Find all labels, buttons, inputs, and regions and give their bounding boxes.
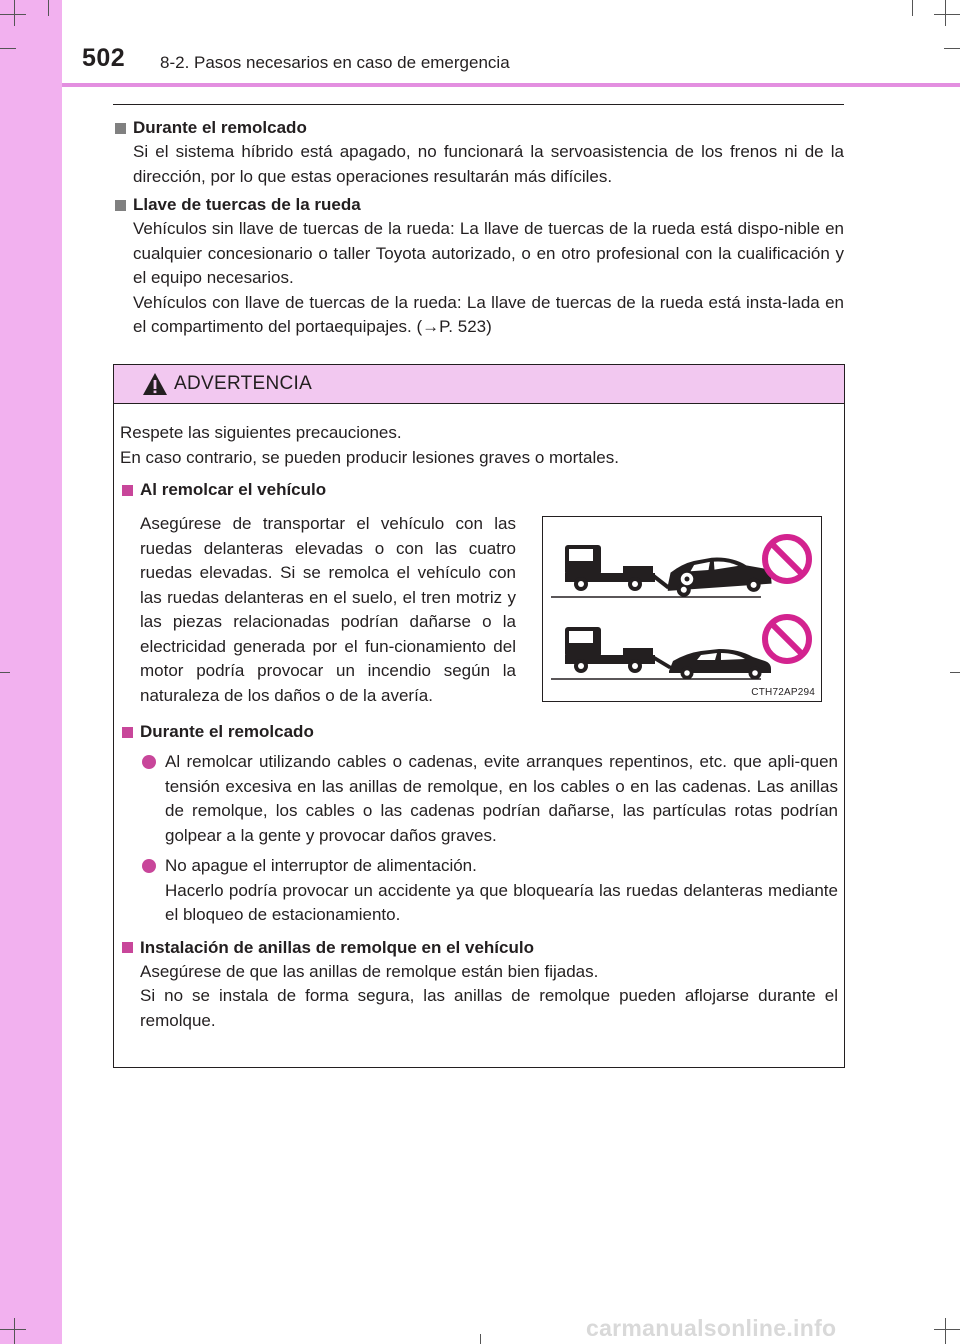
paragraph-text: Vehículos con llave de tuercas de la rueda: La llave de tuercas de la rueda está insta-lada en el compartimento del portaequipajes. (→P. 523)	[133, 292, 844, 336]
towing-illustration	[542, 516, 822, 702]
circle-bullet-icon	[142, 859, 156, 873]
section-heading	[113, 193, 844, 217]
towing-text: Asegúrese de transportar el vehículo con las ruedas delanteras elevadas o con las cuatro ruedas elevadas. Si se remolca el vehículo con las ruedas delanteras en el suelo, el tren motriz y las piezas relacionadas podrían dañarse o la electricidad generada por el fun-cionamiento del motor podría provocar un incendio según la naturaleza de los daños o de la avería.	[140, 514, 516, 705]
bullet-text	[165, 750, 838, 848]
gear-mark	[680, 572, 694, 586]
prohibition-icon	[765, 617, 809, 661]
bullet-text	[165, 854, 838, 928]
install-paragraph	[140, 960, 838, 1034]
crop-mark	[48, 0, 49, 16]
warning-triangle-icon	[142, 372, 168, 396]
tow-truck-top	[565, 545, 671, 591]
crop-mark	[0, 14, 26, 15]
warning-header	[114, 365, 844, 404]
square-bullet-icon	[122, 727, 133, 738]
square-bullet-icon	[122, 485, 133, 496]
circle-bullet-icon	[142, 755, 156, 769]
tow-truck-illustration	[543, 517, 821, 701]
bullet-line: No apague el interruptor de alimentación.	[165, 856, 477, 875]
tow-truck-bottom	[565, 627, 673, 673]
section-paragraph	[133, 140, 844, 189]
watermark: carmanualsonline.info	[586, 1315, 837, 1341]
crop-mark	[0, 48, 16, 49]
crop-mark	[912, 0, 913, 16]
header-rule	[62, 83, 960, 87]
main-content	[113, 116, 844, 340]
crop-mark	[945, 1318, 946, 1344]
intro-line: Respete las siguientes precauciones.	[120, 423, 402, 442]
crop-mark	[944, 48, 960, 49]
crop-mark	[0, 1329, 26, 1330]
bullet-line: Hacerlo podría provocar un accidente ya que bloquearía las ruedas delanteras mediante el bloqueo de estacionamiento.	[165, 880, 838, 924]
subheading-text: Instalación de anillas de remolque en el vehículo	[140, 937, 534, 957]
square-bullet-icon	[122, 942, 133, 953]
car-bottom	[669, 649, 771, 680]
heading-text: Durante el remolcado	[133, 118, 307, 137]
bullet-item	[140, 854, 838, 928]
subheading-text: Durante el remolcado	[140, 722, 314, 741]
intro-line: En caso contrario, se pueden producir lesiones graves o mortales.	[120, 447, 619, 467]
figure-code: CTH72AP294	[751, 687, 815, 698]
heading-text: Llave de tuercas de la rueda	[133, 195, 361, 214]
prohibition-icon	[765, 537, 809, 581]
warning-intro	[120, 421, 838, 470]
paragraph-text: Si el sistema híbrido está apagado, no funcionará la servoasistencia de los frenos ni de la dirección, por lo que estas operaciones resultarán más difíciles.	[133, 142, 844, 186]
install-line: Si no se instala de forma segura, las anillas de remolque pueden aflojarse durante el remolque.	[140, 986, 838, 1030]
crop-mark	[0, 672, 10, 673]
bullet-item	[140, 750, 838, 848]
crop-mark	[934, 14, 960, 15]
section-heading	[113, 116, 844, 140]
paragraph-text: Vehículos sin llave de tuercas de la rueda: La llave de tuercas de la rueda está dispo-nible en cualquier concesionario o taller Toyota autorizado, o en otro profesional con la cualificación y el equipo necesarios.	[133, 219, 844, 287]
crop-mark	[480, 1334, 481, 1344]
crop-mark	[934, 1329, 960, 1330]
towing-figure-row	[120, 506, 838, 708]
section-paragraph	[133, 217, 844, 340]
square-bullet-icon	[115, 123, 126, 134]
warning-title: ADVERTENCIA	[174, 373, 313, 394]
square-bullet-icon	[115, 200, 126, 211]
crop-mark	[14, 1318, 15, 1344]
page-number: 502	[82, 44, 126, 72]
warning-subheading	[120, 720, 838, 744]
crop-mark	[14, 0, 15, 26]
crop-mark	[945, 0, 946, 26]
warning-subheading	[120, 936, 838, 960]
crop-mark	[950, 672, 960, 673]
content-top-rule	[113, 104, 844, 105]
warning-body	[120, 421, 838, 1033]
warning-box	[113, 364, 845, 1068]
warning-subheading	[120, 478, 838, 502]
section-title: 8-2. Pasos necesarios en caso de emergencia	[160, 53, 510, 72]
install-line: Asegúrese de que las anillas de remolque están bien fijadas.	[140, 961, 599, 981]
bullet-line: Al remolcar utilizando cables o cadenas, evite arranques repentinos, etc. que apli-quen tensión excesiva en las anillas de remolque, en los cables o en las cadenas. Las anillas de remolque, los cables o las cadenas podrían dañarse, las partículas rotas podrían golpear a la gente y provocar daños graves.	[165, 752, 838, 845]
subheading-text: Al remolcar el vehículo	[140, 480, 327, 499]
